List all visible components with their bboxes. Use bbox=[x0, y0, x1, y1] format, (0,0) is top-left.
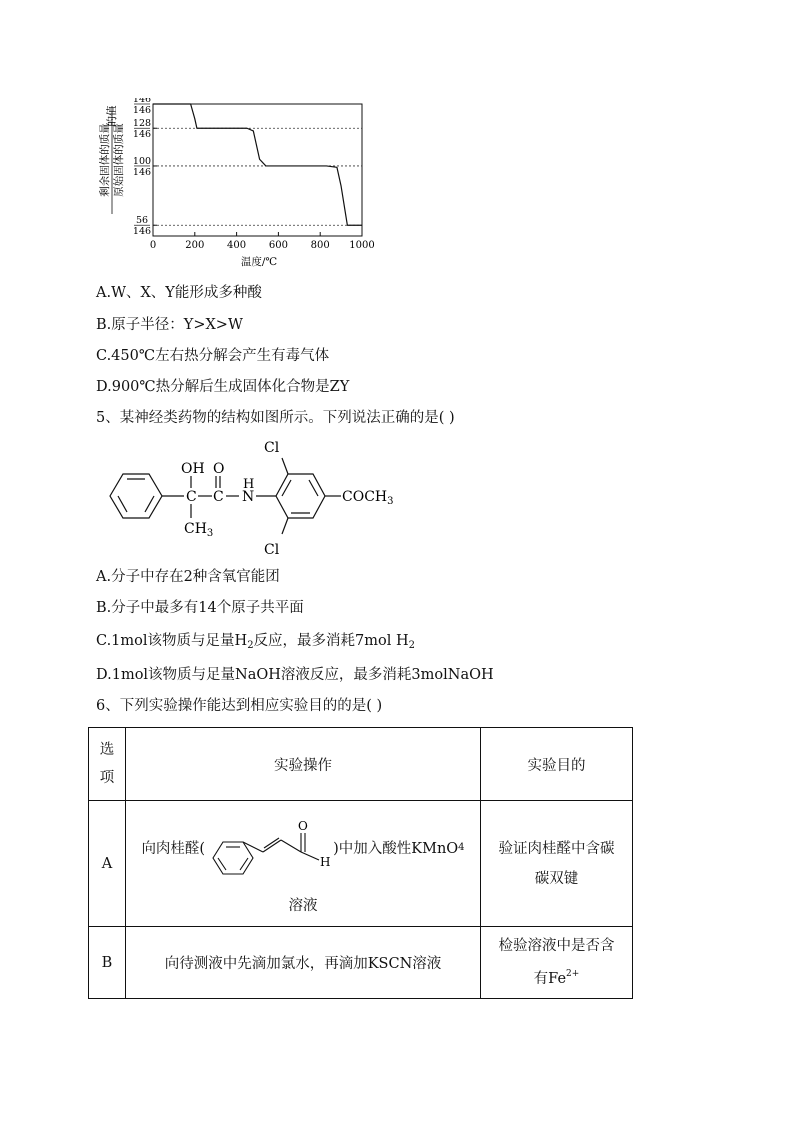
q4-option-c: C.450℃左右热分解会产生有毒气体 bbox=[96, 348, 330, 364]
q4-option-a: A.W、X、Y能形成多种酸 bbox=[96, 285, 262, 301]
y-label-numerator: 剩余固体的质量 bbox=[99, 123, 111, 197]
carbonyl-oxygen: O bbox=[213, 461, 225, 477]
aldehyde-h: H bbox=[320, 855, 331, 869]
subscript: 4 bbox=[458, 841, 465, 853]
amide-n: N bbox=[242, 489, 255, 505]
row-a-op-suffix: )中加入酸性KMnO bbox=[333, 840, 459, 857]
q5-option-d: D.1mol该物质与足量NaOH溶液反应，最多消耗3molNaOH bbox=[96, 667, 494, 683]
y-tick-numerator: 100 bbox=[132, 155, 152, 167]
q4-option-d: D.900℃热分解后生成固体化合物是ZY bbox=[96, 379, 350, 395]
row-b-goal-text: 有Fe bbox=[533, 971, 567, 987]
benzene-ring-left bbox=[110, 474, 162, 518]
benzene-ring-right bbox=[276, 474, 325, 518]
x-tick-label: 800 bbox=[310, 240, 330, 251]
x-tick-label: 0 bbox=[149, 240, 157, 251]
plot-frame bbox=[153, 104, 362, 236]
x-tick-label: 1000 bbox=[349, 240, 375, 251]
bond bbox=[282, 458, 288, 474]
x-tick-label: 400 bbox=[227, 240, 247, 251]
oh-group: OH bbox=[181, 461, 205, 477]
row-a-operation bbox=[126, 801, 481, 927]
header-operation: 实验操作 bbox=[126, 728, 481, 801]
q5-option-c-text1: C.1mol该物质与足量H bbox=[96, 633, 248, 649]
row-a-operation-line2: 溶液 bbox=[288, 898, 318, 914]
header-option-line2: 项 bbox=[99, 770, 115, 786]
q5-option-b: B.分子中最多有14个原子共平面 bbox=[96, 600, 304, 616]
y-tick-numerator: 146 bbox=[132, 98, 152, 105]
q4-option-b: B.原子半径：Y>X>W bbox=[96, 317, 243, 333]
acetyl-group: $COCH_3$ bbox=[342, 489, 394, 507]
methyl-group: $CH_3$ bbox=[184, 521, 214, 539]
bond bbox=[282, 518, 288, 534]
y-tick-denominator: 146 bbox=[132, 226, 152, 238]
y-tick-denominator: 146 bbox=[132, 129, 152, 141]
q5-stem: 5、某神经类药物的结构如图所示。下列说法正确的是( ) bbox=[96, 410, 455, 426]
subscript: 2 bbox=[408, 640, 416, 651]
mass-curve bbox=[153, 104, 362, 225]
chlorine-bottom: Cl bbox=[264, 542, 280, 558]
thermogravimetric-chart bbox=[96, 98, 386, 273]
y-axis-label-suffix bbox=[105, 105, 118, 126]
experiment-table bbox=[88, 727, 633, 999]
row-b-goal-line1: 检验溶液中是否含 bbox=[498, 938, 615, 954]
table-row-a bbox=[89, 801, 633, 927]
row-a-label: A bbox=[89, 801, 126, 927]
y-label-suffix: 的值 bbox=[106, 105, 118, 127]
aldehyde-o: O bbox=[298, 819, 308, 833]
row-a-operation-line1 bbox=[126, 816, 480, 878]
chlorine-top: Cl bbox=[264, 440, 280, 456]
cinnamaldehyde-structure bbox=[205, 818, 333, 876]
table-header-row bbox=[89, 728, 633, 801]
molecule-structure bbox=[96, 436, 426, 562]
row-a-goal-line2: 碳双键 bbox=[534, 870, 579, 887]
subscript: 2 bbox=[247, 640, 254, 651]
y-tick-numerator: 128 bbox=[132, 118, 152, 130]
header-option-line1: 选 bbox=[99, 742, 115, 758]
superscript: 2+ bbox=[566, 969, 580, 979]
q5-option-c bbox=[96, 631, 415, 656]
row-a-goal-line1: 验证肉桂醛中含碳 bbox=[498, 840, 615, 857]
y-tick-denominator: 146 bbox=[132, 166, 152, 178]
row-b-label: B bbox=[89, 927, 126, 999]
chart-svg bbox=[96, 98, 386, 273]
header-goal: 实验目的 bbox=[481, 728, 633, 801]
molecule-svg bbox=[96, 436, 426, 562]
y-label-denominator: 原始固体的质量 bbox=[113, 123, 125, 197]
row-a-goal bbox=[481, 801, 633, 927]
row-a-op-prefix: 向肉桂醛( bbox=[141, 840, 206, 857]
amide-h: H bbox=[243, 477, 255, 492]
header-option bbox=[89, 728, 126, 801]
table-row-b bbox=[89, 927, 633, 999]
row-b-goal-line2 bbox=[481, 960, 632, 993]
q6-stem: 6、下列实验操作能达到相应实验目的的是( ) bbox=[96, 698, 383, 714]
q5-option-a: A.分子中存在2种含氧官能团 bbox=[96, 569, 280, 585]
y-tick-numerator: 56 bbox=[135, 215, 149, 227]
x-tick-label: 600 bbox=[268, 240, 288, 251]
y-tick-denominator: 146 bbox=[132, 105, 152, 116]
carbonyl-carbon: C bbox=[213, 489, 224, 505]
x-axis-label: 温度/℃ bbox=[240, 256, 278, 268]
row-b-operation: 向待测液中先滴加氯水，再滴加KSCN溶液 bbox=[126, 927, 481, 999]
row-b-goal bbox=[481, 927, 633, 999]
chiral-carbon: C bbox=[186, 489, 197, 505]
q5-option-c-text2: 反应，最多消耗7mol H bbox=[253, 633, 409, 649]
x-tick-label: 200 bbox=[185, 240, 205, 251]
